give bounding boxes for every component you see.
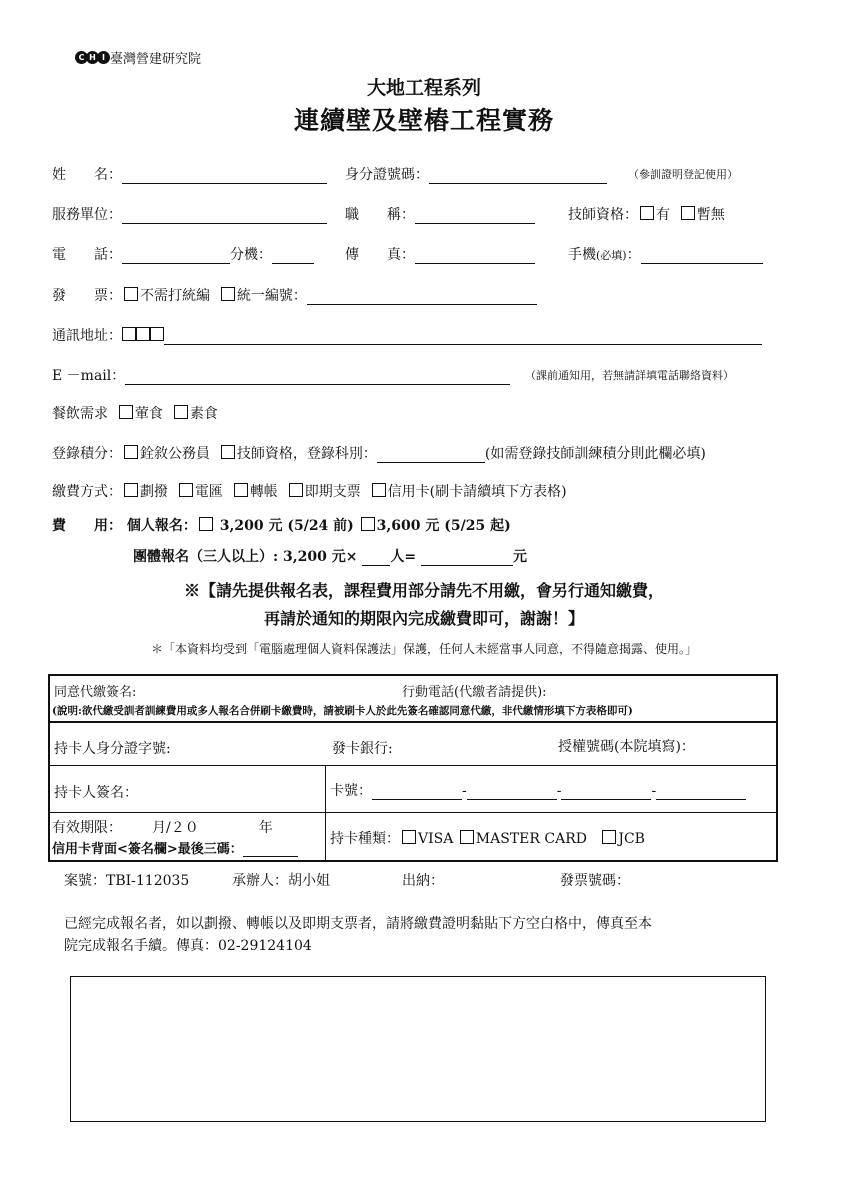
pay-transfer-checkbox[interactable] — [124, 483, 138, 497]
payment-proof-attachment-box[interactable] — [70, 976, 766, 1122]
jobtitle-field[interactable] — [415, 209, 535, 224]
ext-label: 分機： — [230, 247, 272, 263]
row-jobtitle — [345, 204, 535, 224]
invoice-label: 發 票： — [52, 288, 122, 304]
zip-box-2[interactable] — [136, 327, 150, 341]
cvv-row — [52, 838, 298, 857]
credit-tech-checkbox[interactable] — [221, 445, 235, 459]
expiry-year[interactable]: 年 — [258, 820, 273, 836]
card-type-label: 持卡種類： — [330, 831, 400, 847]
pay-account-checkbox[interactable] — [234, 483, 248, 497]
holder-id-label: 持卡人身分證字號: — [54, 741, 171, 757]
email-field[interactable] — [125, 370, 510, 385]
card-type-option: VISA — [418, 831, 454, 847]
row-tech — [568, 204, 725, 224]
mobile-field[interactable] — [641, 249, 763, 264]
consent-explanation: (說明:欲代繳受訓者訓練費用或多人報名合併刷卡繳費時，請被刷卡人於此先簽名確認同意代繳，非代繳情形填下方表格即可) — [52, 705, 633, 717]
group-total-field[interactable] — [421, 551, 513, 566]
id-note: （參訓證明登記使用） — [628, 168, 738, 181]
mobile-required: (必填) — [596, 249, 627, 262]
fee-late-label: 3,600 元 (5/25 起) — [376, 518, 511, 534]
tax-id-field[interactable] — [307, 290, 537, 305]
row-org — [52, 204, 327, 224]
table-divider — [325, 765, 326, 860]
issuing-bank-label: 發卡銀行: — [332, 741, 393, 757]
cvv-field[interactable] — [243, 842, 298, 857]
card-sep: - — [556, 783, 562, 799]
expiry-month[interactable]: 月/２０ — [152, 820, 199, 836]
cashier: 出納： — [402, 873, 444, 889]
meal-meat-label: 葷食 — [134, 406, 163, 422]
org-label: 服務單位： — [52, 207, 122, 223]
holder-signature-label: 持卡人簽名： — [54, 785, 138, 801]
fee-group-unit: 元 — [512, 549, 527, 565]
row-phone — [52, 244, 314, 264]
row-email — [52, 365, 510, 385]
meal-meat-checkbox[interactable] — [119, 405, 133, 419]
meal-label: 餐飲需求 — [52, 406, 108, 422]
mobile-colon: ： — [626, 247, 641, 263]
org-name: 臺灣營建研究院 — [110, 52, 202, 67]
row-name — [52, 164, 327, 184]
pay-option-label: 信用卡(刷卡請續填下方表格) — [387, 484, 567, 500]
group-count-field[interactable] — [362, 551, 390, 566]
table-divider — [50, 812, 776, 813]
fax-field[interactable] — [415, 249, 535, 264]
address-label: 通訊地址： — [52, 328, 122, 344]
cvv-label: 信用卡背面<簽名欄>最後三碼： — [52, 842, 243, 857]
pay-option-label: 劃撥 — [140, 484, 168, 500]
card-number-row — [330, 780, 746, 800]
case-number: 案號：TBI-112035 — [64, 873, 190, 889]
fee-individual-label: 個人報名： — [126, 518, 197, 534]
fee-label: 費 用： — [52, 518, 122, 534]
name-label: 姓 名： — [52, 167, 122, 183]
expiry-row — [52, 817, 273, 837]
notice-line-2: 再請於通知的期限內完成繳費即可，謝謝！】 — [263, 609, 584, 628]
card-number-field-3[interactable] — [561, 785, 651, 800]
pay-wire-checkbox[interactable] — [179, 483, 193, 497]
tech-none-label: 暫無 — [696, 207, 725, 223]
tech-yes-label: 有 — [656, 207, 670, 223]
course-title: 連續壁及壁樁工程實務 — [293, 106, 554, 135]
credit-tech-label: 技師資格，登錄科別： — [236, 446, 377, 462]
row-payment — [52, 481, 567, 501]
mobile-label: 手機 — [568, 247, 596, 263]
name-field[interactable] — [122, 169, 327, 184]
chi-logo-icon — [75, 51, 108, 64]
row-mobile — [568, 244, 763, 264]
invoice-tax-checkbox[interactable] — [221, 287, 235, 301]
invoice-tax-label: 統一編號： — [236, 288, 307, 304]
row-fax — [345, 244, 535, 264]
row-fee — [52, 515, 511, 535]
consent-signature-label: 同意代繳簽名: — [54, 685, 137, 700]
zip-box-3[interactable] — [150, 327, 164, 341]
email-note: （課前通知用，若無請詳填電話聯絡資料） — [525, 369, 734, 382]
handler: 承辦人：胡小姐 — [232, 873, 330, 889]
pay-option-label: 即期支票 — [304, 484, 361, 500]
card-number-field-2[interactable] — [467, 785, 557, 800]
logo-letter: C — [75, 51, 88, 64]
logo-letter: I — [97, 51, 110, 64]
card-sep: - — [651, 783, 657, 799]
notice-line-1: ※【請先提供報名表，課程費用部分請先不用繳，會另行通知繳費， — [183, 581, 664, 600]
tech-none-checkbox[interactable] — [681, 206, 695, 220]
pay-option-label: 轉帳 — [249, 484, 278, 500]
card-type-option: MASTER CARD — [475, 831, 587, 847]
invoice-number: 發票號碼： — [560, 873, 630, 889]
pay-label: 繳費方式： — [52, 484, 122, 500]
card-master-checkbox[interactable] — [460, 830, 474, 844]
credit-civil-checkbox[interactable] — [124, 445, 138, 459]
id-label: 身分證號碼： — [345, 167, 429, 183]
agent-phone-label: 行動電話(代繳者請提供): — [402, 685, 547, 700]
series-title: 大地工程系列 — [366, 77, 481, 99]
credit-note: (如需登錄技師訓練積分則此欄必填) — [484, 446, 706, 462]
fax-label: 傳 真： — [345, 247, 415, 263]
meal-veg-label: 素食 — [189, 406, 218, 422]
phone-label: 電 話： — [52, 247, 122, 263]
org-logo — [75, 48, 201, 67]
table-divider — [50, 721, 776, 723]
logo-letter: H — [86, 51, 99, 64]
fee-early-checkbox[interactable] — [199, 517, 213, 531]
card-visa-checkbox[interactable] — [402, 830, 416, 844]
credit-civil-label: 銓敘公務員 — [140, 446, 210, 462]
zip-box-1[interactable] — [122, 327, 136, 341]
card-sep: - — [462, 783, 467, 799]
email-label: E －mail： — [52, 368, 126, 384]
phone-field[interactable] — [122, 249, 230, 264]
row-invoice — [52, 285, 537, 305]
fee-group-person: 人= — [390, 549, 417, 565]
jobtitle-label: 職 稱： — [345, 207, 415, 223]
pay-card-checkbox[interactable] — [372, 483, 386, 497]
card-number-label: 卡號： — [330, 783, 372, 799]
tech-label: 技師資格： — [568, 207, 638, 223]
pay-option-label: 電匯 — [194, 484, 223, 500]
card-number-field-1[interactable] — [372, 785, 462, 800]
row-fee-group — [133, 546, 527, 566]
privacy-statement: ＊「本資料均受到「電腦處理個人資料保護法」保護，任何人未經當事人同意，不得隨意揭露、使用。」 — [150, 642, 697, 656]
address-field[interactable] — [164, 330, 762, 345]
card-type-option: JCB — [618, 831, 645, 847]
credit-card-table — [48, 674, 778, 862]
instruction-line-2: 院完成報名手續。傳真：02-29124104 — [64, 938, 312, 954]
row-meal — [52, 403, 218, 423]
invoice-no-tax-checkbox[interactable] — [124, 287, 138, 301]
fee-early-label: 3,200 元 (5/24 前) — [219, 518, 354, 534]
card-type-row — [330, 828, 645, 848]
pay-cheque-checkbox[interactable] — [289, 483, 303, 497]
card-jcb-checkbox[interactable] — [602, 830, 616, 844]
credit-label: 登錄積分： — [52, 446, 122, 462]
auth-code-label: 授權號碼(本院填寫)： — [558, 739, 695, 755]
row-id — [345, 164, 607, 184]
table-divider — [50, 765, 776, 766]
fee-group-label: 團體報名（三人以上）: 3,200 元× — [133, 549, 358, 565]
id-field[interactable] — [429, 169, 607, 184]
row-credit — [52, 443, 706, 463]
tech-yes-checkbox[interactable] — [640, 206, 654, 220]
expiry-label: 有效期限： — [52, 820, 122, 836]
card-number-field-4[interactable] — [656, 785, 746, 800]
meal-veg-checkbox[interactable] — [174, 405, 188, 419]
credit-field-field[interactable] — [377, 448, 485, 463]
org-field[interactable] — [122, 209, 327, 224]
invoice-no-tax-label: 不需打統編 — [140, 288, 210, 304]
fee-late-checkbox[interactable] — [361, 517, 375, 531]
row-address — [52, 325, 762, 345]
ext-field[interactable] — [272, 249, 314, 264]
instruction-line-1: 已經完成報名者，如以劃撥、轉帳以及即期支票者，請將繳費證明黏貼下方空白格中，傳真至本 — [64, 916, 652, 932]
